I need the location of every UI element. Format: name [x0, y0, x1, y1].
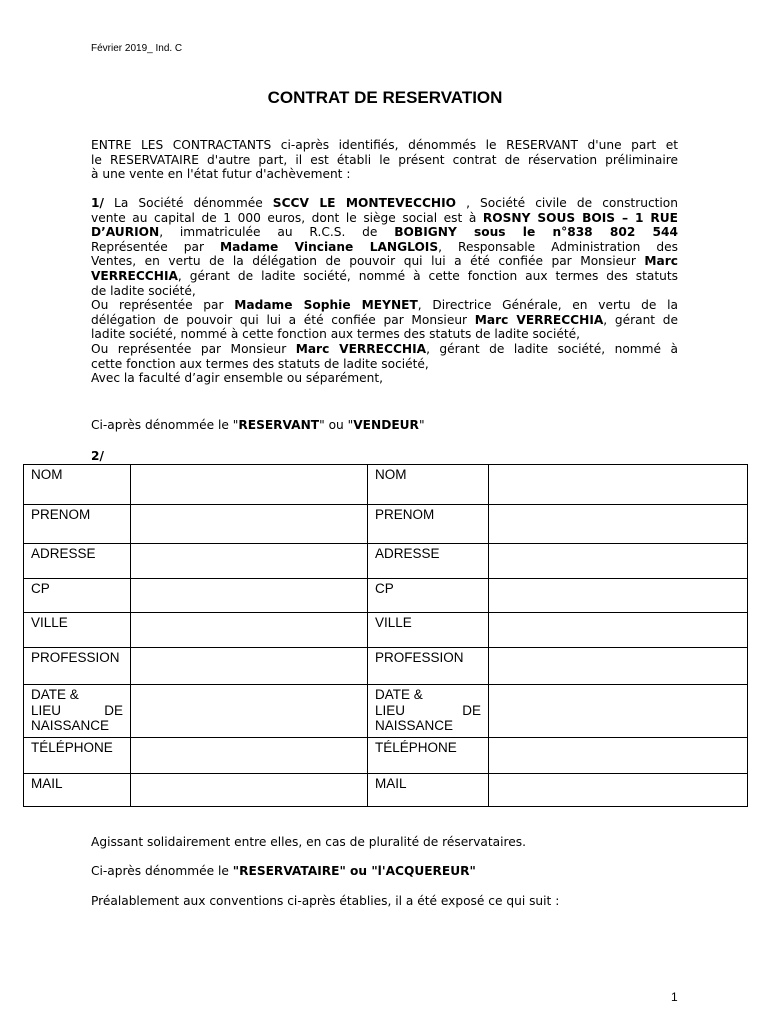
intro-line: le RESERVATAIRE d'autre part, il est établi le présent contrat de réservation préliminaire — [91, 152, 678, 167]
table-row — [24, 544, 748, 579]
label-adresse: ADRESSE — [368, 544, 489, 579]
section-2-number: 2/ — [91, 449, 104, 463]
section-1-line: vente au capital de 1 000 euros, dont le siège social est à ROSNY SOUS BOIS – 1 RUE — [91, 210, 678, 225]
label-prenom: PRENOM — [24, 505, 131, 544]
input-nom-2[interactable] — [489, 465, 748, 505]
input-cp-1[interactable] — [131, 579, 368, 613]
representative-1: Madame Vinciane LANGLOIS — [220, 239, 439, 254]
solidarity-clause: Agissant solidairement entre elles, en cas de pluralité de réservataires. — [91, 835, 526, 849]
input-prenom-1[interactable] — [131, 505, 368, 544]
input-date-lieu-naissance-1[interactable] — [131, 685, 368, 738]
company-seat: ROSNY SOUS BOIS – 1 RUE — [482, 210, 678, 225]
label-cp: CP — [24, 579, 131, 613]
document-title: CONTRAT DE RESERVATION — [267, 88, 503, 107]
representative-2: Madame Sophie MEYNET — [234, 298, 418, 313]
input-profession-2[interactable] — [489, 648, 748, 685]
table-row — [24, 579, 748, 613]
intro-line: à une vente en l'état futur d'achèvement : — [91, 167, 351, 182]
table-row — [24, 613, 748, 648]
label-mail: MAIL — [368, 774, 489, 807]
table-row — [24, 685, 748, 738]
section-1-line: ladite société, nommé à cette fonction aux termes des statuts de ladite société, — [91, 327, 580, 342]
input-adresse-1[interactable] — [131, 544, 368, 579]
label-ville: VILLE — [24, 613, 131, 648]
input-mail-1[interactable] — [131, 774, 368, 807]
section-1-line: Avec la faculté d’agir ensemble ou séparément, — [91, 371, 383, 386]
label-mail: MAIL — [24, 774, 131, 807]
section-1-line: D’AURION, immatriculée au R.C.S. de BOBIGNY sous le n°838 802 544 — [91, 225, 678, 240]
section-1-line: 1/ La Société dénommée SCCV LE MONTEVECCHIO , Société civile de construction — [91, 196, 678, 210]
input-prenom-2[interactable] — [489, 505, 748, 544]
page-number: 1 — [671, 990, 678, 1004]
label-profession: PROFESSION — [368, 648, 489, 685]
input-profession-1[interactable] — [131, 648, 368, 685]
section-1-line: VERRECCHIA, gérant de ladite société, nommé à cette fonction aux termes des statuts — [91, 268, 678, 283]
section-1-reservant — [91, 196, 678, 386]
label-ville: VILLE — [368, 613, 489, 648]
section-1-line: Représentée par Madame Vinciane LANGLOIS, Responsable Administration des — [91, 239, 678, 254]
label-telephone: TÉLÉPHONE — [24, 738, 131, 774]
intro-paragraph — [91, 138, 678, 182]
section-1-line: Ou représentée par Madame Sophie MEYNET, Directrice Générale, en vertu de la — [91, 298, 678, 313]
label-prenom: PRENOM — [368, 505, 489, 544]
label-nom: NOM — [24, 465, 131, 505]
representative-3: Marc VERRECCHIA — [295, 341, 427, 356]
intro-line: ENTRE LES CONTRACTANTS ci-après identifiés, dénommés le RESERVANT d'une part et — [91, 138, 678, 152]
input-date-lieu-naissance-2[interactable] — [489, 685, 748, 738]
input-mail-2[interactable] — [489, 774, 748, 807]
document-reference: Février 2019_ Ind. C — [91, 43, 183, 54]
table-row — [24, 774, 748, 807]
label-profession: PROFESSION — [24, 648, 131, 685]
company-name: SCCV LE MONTEVECCHIO — [272, 196, 456, 210]
table-row — [24, 648, 748, 685]
section-1-line: de ladite société, — [91, 283, 196, 298]
rcs-number: BOBIGNY sous le n°838 802 544 — [394, 225, 678, 240]
table-row — [24, 465, 748, 505]
input-telephone-1[interactable] — [131, 738, 368, 774]
section-1-line: Ventes, en vertu de la délégation de pouvoir qui lui a été confiée par Monsieur Marc — [91, 254, 678, 269]
reservataires-table — [23, 464, 748, 807]
label-cp: CP — [368, 579, 489, 613]
section-1-line: délégation de pouvoir qui lui a été confiée par Monsieur Marc VERRECCHIA, gérant de — [91, 312, 678, 327]
input-nom-1[interactable] — [131, 465, 368, 505]
section-1-line: cette fonction aux termes des statuts de ladite société, — [91, 356, 429, 371]
label-date-lieu-naissance: DATE & LIEU DE NAISSANCE — [368, 685, 489, 738]
table-row — [24, 738, 748, 774]
section-1-line: Ou représentée par Monsieur Marc VERRECCHIA, gérant de ladite société, nommé à — [91, 341, 678, 356]
label-date-lieu-naissance: DATE & LIEU DE NAISSANCE — [24, 685, 131, 738]
table-row — [24, 505, 748, 544]
preamble-line: Préalablement aux conventions ci-après établies, il a été exposé ce qui suit : — [91, 894, 560, 908]
reservataire-designation: Ci-après dénommée le "RESERVATAIRE" ou "l'ACQUEREUR" — [91, 864, 476, 878]
reservant-designation: Ci-après dénommée le "RESERVANT" ou "VENDEUR" — [91, 418, 425, 432]
input-ville-1[interactable] — [131, 613, 368, 648]
input-cp-2[interactable] — [489, 579, 748, 613]
label-nom: NOM — [368, 465, 489, 505]
label-adresse: ADRESSE — [24, 544, 131, 579]
section-1-number: 1/ — [91, 196, 104, 210]
input-ville-2[interactable] — [489, 613, 748, 648]
input-telephone-2[interactable] — [489, 738, 748, 774]
label-telephone: TÉLÉPHONE — [368, 738, 489, 774]
input-adresse-2[interactable] — [489, 544, 748, 579]
